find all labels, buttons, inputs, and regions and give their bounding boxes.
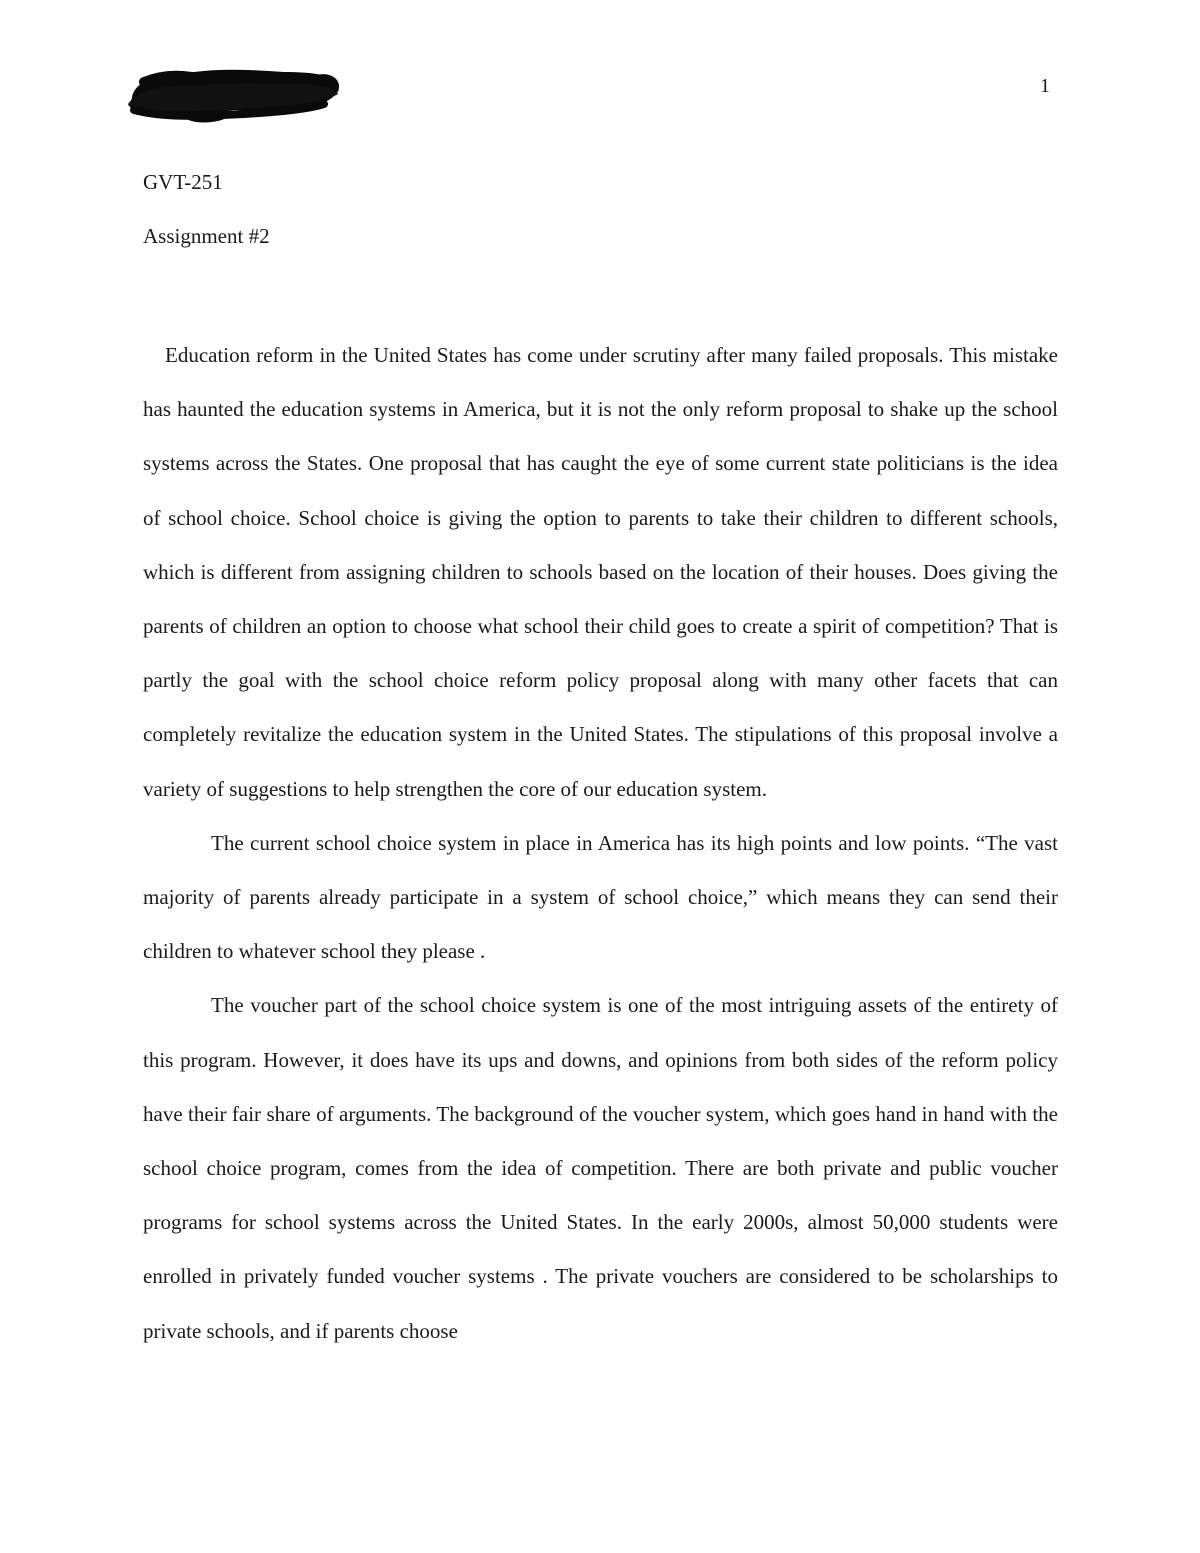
assignment-title: Assignment #2 xyxy=(143,224,270,248)
paragraph-2: The current school choice system in place in America has its high points and low points. “The vast majority of parents already participate in a system of school choice,” which means they can send their children to whatever school they please . xyxy=(143,830,1058,964)
paragraph-1: Education reform in the United States has come under scrutiny after many failed proposals. This mistake has haunted the education systems in America, but it is not the only reform proposal to shake up the school systems across the States. One proposal that has caught the eye of some current state politicians is the idea of school choice. School choice is giving the option to parents to take their children to different schools, which is different from assigning children to schools based on the location of their houses. Does giving the parents of children an option to choose what school their child goes to create a spirit of competition? That is partly the goal with the school choice reform policy proposal along with many other facets that can completely revitalize the education system in the United States. The stipulations of this proposal involve a variety of suggestions to help strengthen the core of our education system. xyxy=(143,343,1058,801)
course-code: GVT-251 xyxy=(143,170,223,194)
page-number: 1 xyxy=(1040,75,1050,97)
essay-body xyxy=(143,328,1058,1358)
redacted-name-scribble xyxy=(124,60,344,124)
paragraph-3: The voucher part of the school choice system is one of the most intriguing assets of the entirety of this program. However, it does have its ups and downs, and opinions from both sides of the reform policy have their fair share of arguments. The background of the voucher system, which goes hand in hand with the school choice program, comes from the idea of competition. There are both private and public voucher programs for school systems across the United States. In the early 2000s, almost 50,000 students were enrolled in privately funded voucher systems . The private vouchers are considered to be scholarships to private schools, and if parents choose xyxy=(143,993,1058,1343)
